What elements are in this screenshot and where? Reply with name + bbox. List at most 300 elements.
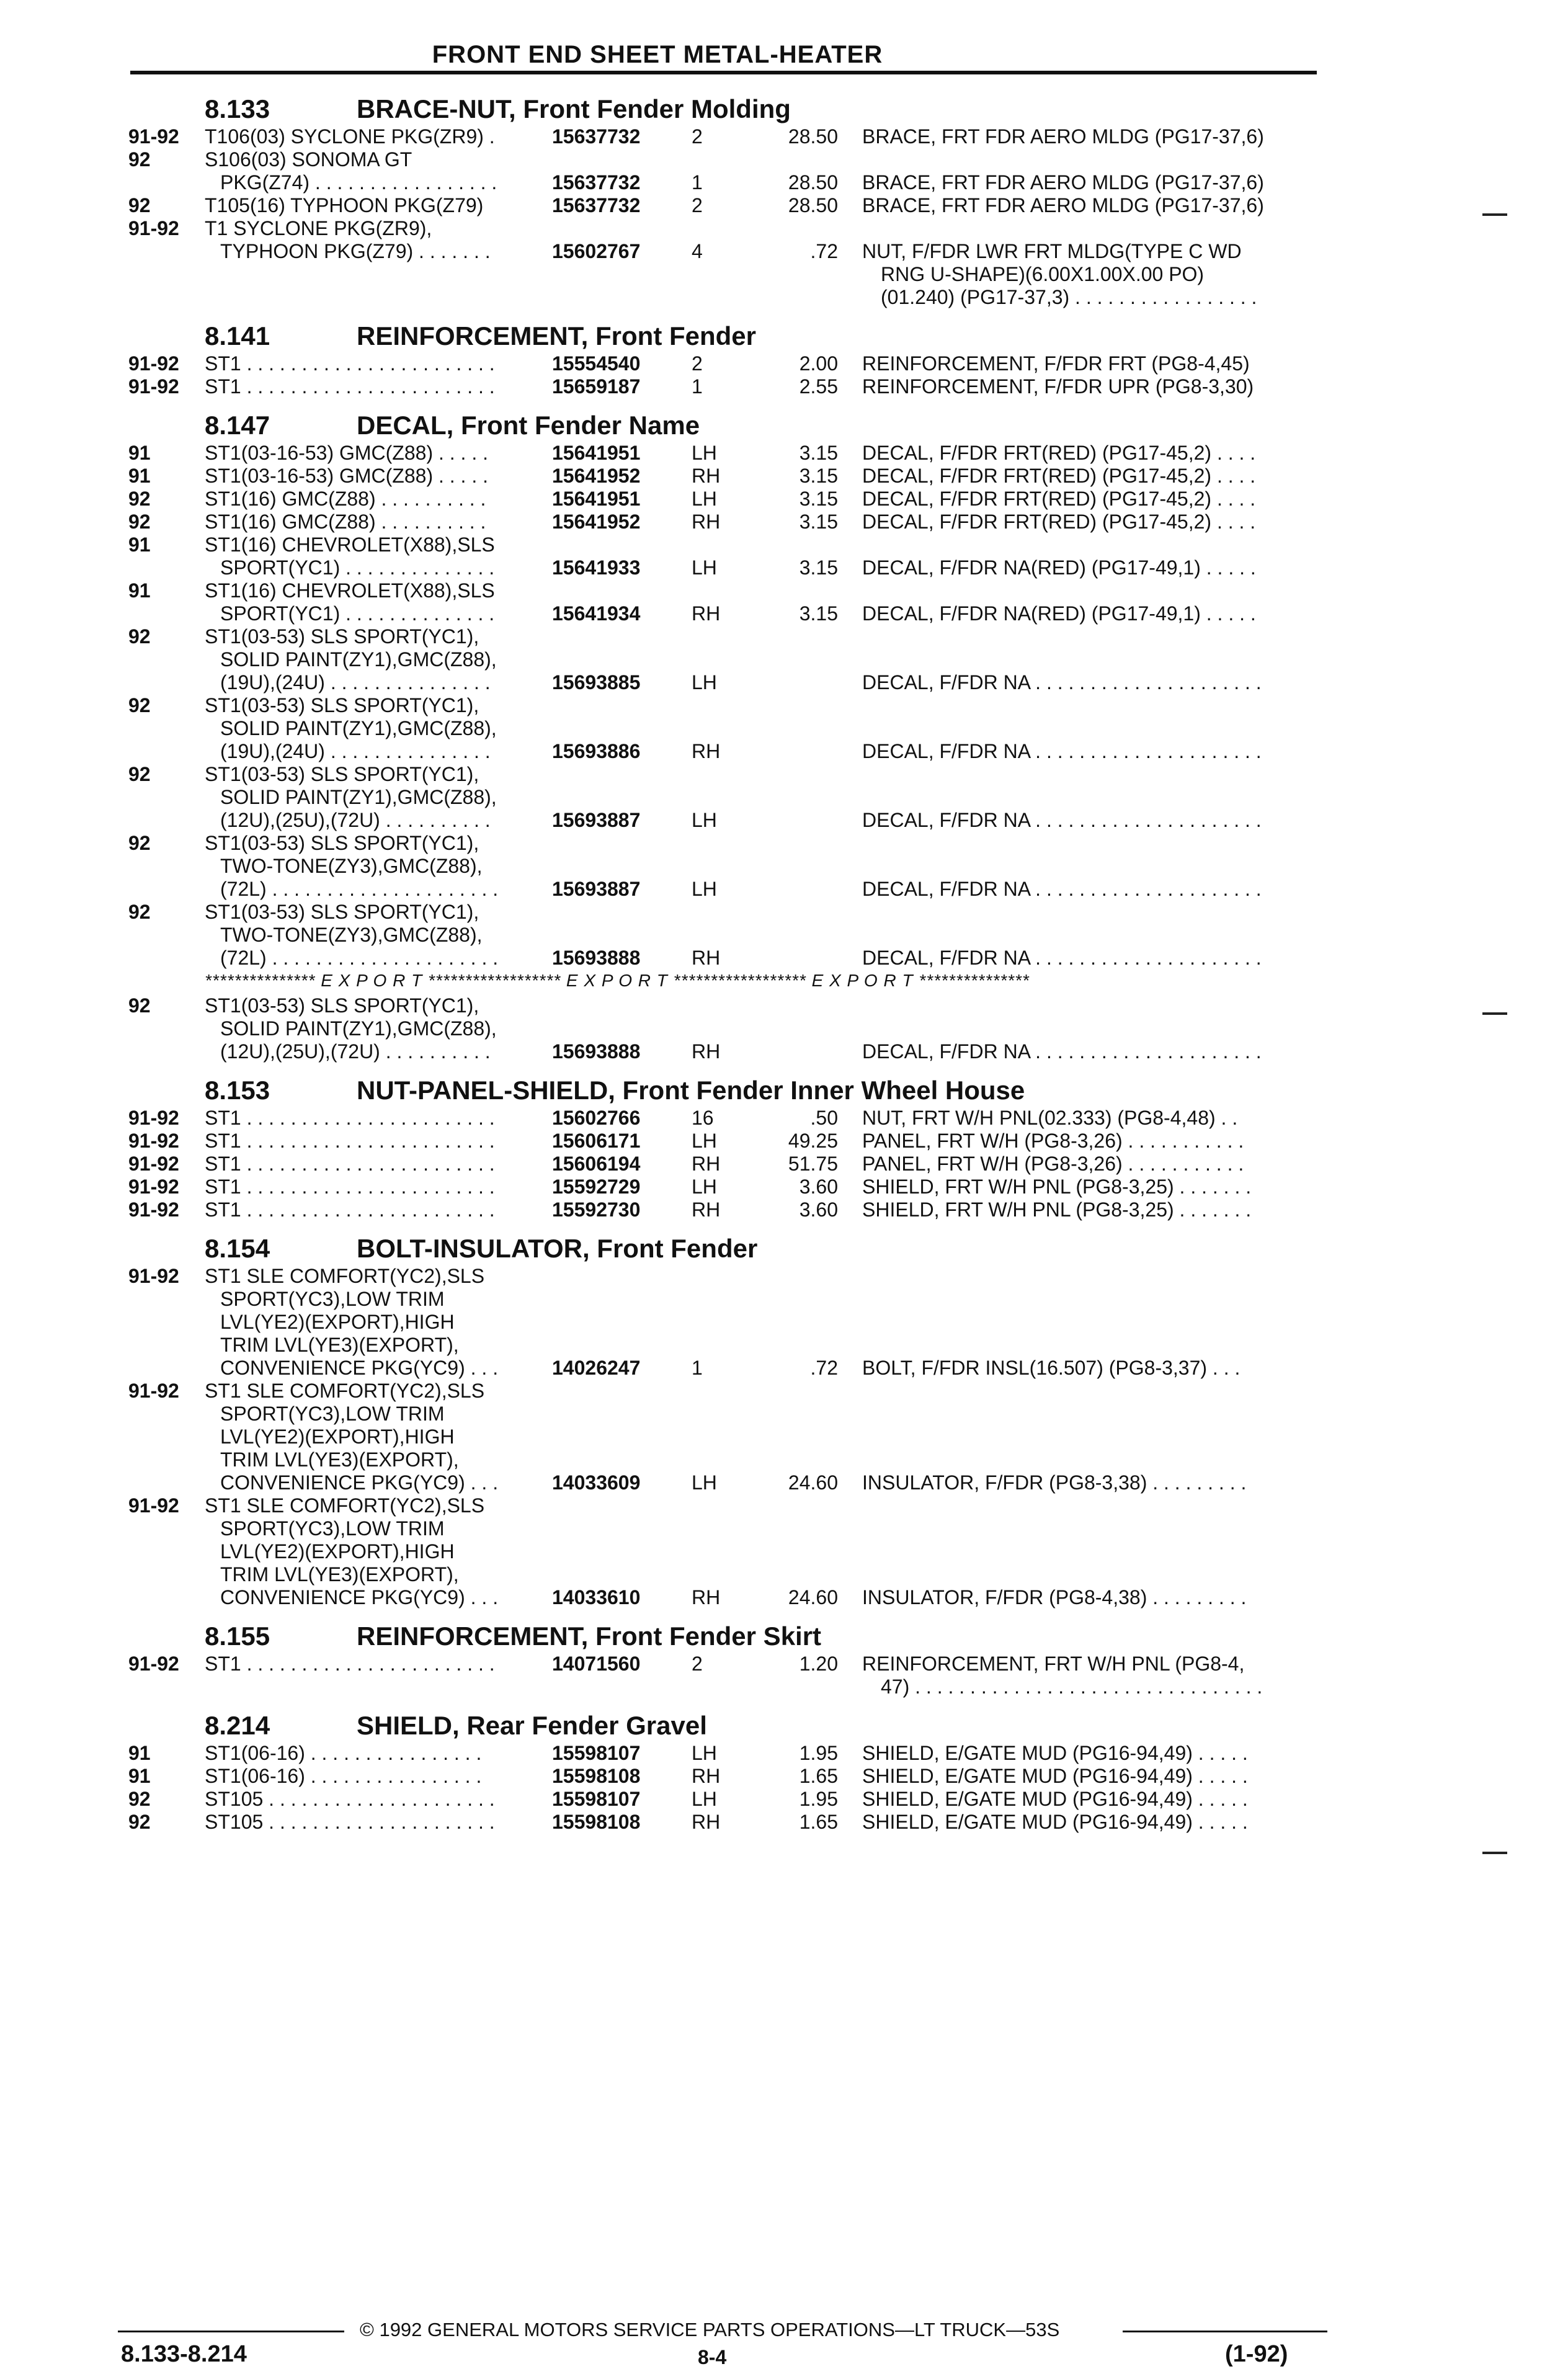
table-row	[121, 488, 1324, 511]
section-spacer	[121, 1221, 1324, 1228]
part-description: INSULATOR, F/FDR (PG8-3,38) . . . . . . . . .	[862, 1471, 1247, 1494]
price: 1.95	[799, 1788, 838, 1810]
part-number: 15641933	[552, 556, 641, 579]
quantity: LH	[692, 488, 717, 510]
part-description: DECAL, F/FDR NA(RED) (PG17-49,1) . . . . .	[862, 602, 1256, 625]
quantity: 2	[692, 1653, 703, 1675]
price: 2.00	[799, 352, 838, 375]
table-row	[121, 171, 1324, 194]
price: 3.15	[799, 511, 838, 533]
section-title: NUT-PANEL-SHIELD, Front Fender Inner Wheel House	[357, 1076, 1025, 1105]
model-description: ST1(03-53) SLS SPORT(YC1),	[205, 694, 479, 716]
model-year: 91-92	[128, 125, 179, 148]
part-description: BRACE, FRT FDR AERO MLDG (PG17-37,6)	[862, 194, 1264, 216]
section-spacer	[121, 1609, 1324, 1615]
table-row	[121, 1334, 1324, 1357]
model-year: 91	[128, 465, 151, 487]
model-description: SOLID PAINT(ZY1),GMC(Z88),	[220, 717, 497, 739]
model-year: 91-92	[128, 1265, 179, 1287]
table-row	[121, 924, 1324, 947]
part-description: DECAL, F/FDR NA . . . . . . . . . . . . . . . . . . . . .	[862, 740, 1262, 762]
part-number: 15598107	[552, 1788, 641, 1810]
table-row	[121, 671, 1324, 694]
table-row	[121, 1357, 1324, 1380]
quantity: RH	[692, 1586, 721, 1608]
price: .50	[810, 1107, 838, 1129]
model-description: ST1(03-16-53) GMC(Z88) . . . . .	[205, 442, 488, 464]
footer-section-range: 8.133-8.214	[121, 2341, 247, 2367]
table-row	[121, 442, 1324, 465]
section-heading	[121, 404, 1324, 442]
table-row	[121, 901, 1324, 924]
model-description: SPORT(YC3),LOW TRIM	[220, 1403, 445, 1425]
model-description: ST1(03-53) SLS SPORT(YC1),	[205, 901, 479, 923]
table-row	[121, 1540, 1324, 1563]
model-description: ST1 . . . . . . . . . . . . . . . . . . . . . . .	[205, 1198, 495, 1221]
model-description: CONVENIENCE PKG(YC9) . . .	[220, 1471, 499, 1494]
model-description: S106(03) SONOMA GT	[205, 148, 412, 171]
quantity: 4	[692, 240, 703, 262]
table-row	[121, 579, 1324, 602]
model-description: TRIM LVL(YE3)(EXPORT),	[220, 1563, 459, 1586]
section-number: 8.153	[205, 1076, 270, 1105]
table-row	[121, 1040, 1324, 1063]
price: 2.55	[799, 375, 838, 398]
part-number: 14033610	[552, 1586, 641, 1608]
table-row	[121, 740, 1324, 763]
table-row	[121, 352, 1324, 375]
model-description: T1 SYCLONE PKG(ZR9),	[205, 217, 432, 239]
table-row	[121, 286, 1324, 309]
model-year: 92	[128, 488, 151, 510]
section-heading	[121, 88, 1324, 125]
model-year: 92	[128, 148, 151, 171]
part-number: 15606194	[552, 1153, 641, 1175]
part-description: BOLT, F/FDR INSL(16.507) (PG8-3,37) . . .	[862, 1357, 1241, 1379]
table-row	[121, 1494, 1324, 1517]
quantity: RH	[692, 1040, 721, 1063]
table-row	[121, 1811, 1324, 1834]
model-description: T105(16) TYPHOON PKG(Z79)	[205, 194, 484, 216]
part-number: 15637732	[552, 194, 641, 216]
price: 24.60	[788, 1471, 838, 1494]
model-year: 91	[128, 533, 151, 556]
model-year: 91	[128, 1742, 151, 1764]
model-year: 91	[128, 579, 151, 602]
price: 1.65	[799, 1811, 838, 1833]
table-row	[121, 125, 1324, 148]
part-number: 14033609	[552, 1471, 641, 1494]
table-row	[121, 994, 1324, 1017]
model-description: ST1(06-16) . . . . . . . . . . . . . . . .	[205, 1742, 482, 1764]
model-year: 91-92	[128, 352, 179, 375]
export-divider	[121, 970, 1324, 994]
model-description: ST1 SLE COMFORT(YC2),SLS	[205, 1265, 485, 1287]
part-description: DECAL, F/FDR FRT(RED) (PG17-45,2) . . . .	[862, 442, 1256, 464]
model-description: SPORT(YC3),LOW TRIM	[220, 1517, 445, 1540]
table-row	[121, 1153, 1324, 1176]
table-row	[121, 947, 1324, 970]
model-year: 92	[128, 194, 151, 216]
footer-copyright: © 1992 GENERAL MOTORS SERVICE PARTS OPERATIONS—LT TRUCK—53S	[360, 2319, 1060, 2340]
model-description: ST1(03-16-53) GMC(Z88) . . . . .	[205, 465, 488, 487]
part-description: SHIELD, E/GATE MUD (PG16-94,49) . . . . .	[862, 1788, 1248, 1810]
model-year: 91-92	[128, 1653, 179, 1675]
margin-mark	[1482, 213, 1507, 216]
table-row	[121, 717, 1324, 740]
model-description: TWO-TONE(ZY3),GMC(Z88),	[220, 924, 483, 946]
table-row	[121, 809, 1324, 832]
section-title: SHIELD, Rear Fender Gravel	[357, 1711, 707, 1740]
model-description: ST105 . . . . . . . . . . . . . . . . . . . . .	[205, 1788, 495, 1810]
part-number: 14071560	[552, 1653, 641, 1675]
model-description: (72L) . . . . . . . . . . . . . . . . . . . . .	[220, 947, 499, 969]
model-description: TRIM LVL(YE3)(EXPORT),	[220, 1448, 459, 1471]
price: 3.15	[799, 465, 838, 487]
section-heading	[121, 1228, 1324, 1265]
part-description: PANEL, FRT W/H (PG8-3,26) . . . . . . . . . . .	[862, 1130, 1244, 1152]
section-heading	[121, 1705, 1324, 1742]
parts-listing	[121, 88, 1324, 1840]
model-year: 91-92	[128, 375, 179, 398]
part-description: NUT, F/FDR LWR FRT MLDG(TYPE C WD	[862, 240, 1242, 262]
section-spacer	[121, 309, 1324, 315]
quantity: LH	[692, 1471, 717, 1494]
table-row	[121, 148, 1324, 171]
model-year: 91-92	[128, 1198, 179, 1221]
section-heading	[121, 1615, 1324, 1653]
header-rule	[130, 71, 1317, 74]
quantity: 1	[692, 171, 703, 194]
part-number: 15637732	[552, 171, 641, 194]
part-description: (01.240) (PG17-37,3) . . . . . . . . . . . . . . . . .	[881, 286, 1257, 308]
quantity: RH	[692, 1198, 721, 1221]
part-description: REINFORCEMENT, F/FDR UPR (PG8-3,30)	[862, 375, 1254, 398]
model-year: 92	[128, 763, 151, 785]
model-description: (12U),(25U),(72U) . . . . . . . . . .	[220, 809, 491, 831]
price: 3.15	[799, 602, 838, 625]
quantity: 2	[692, 194, 703, 216]
table-row	[121, 375, 1324, 398]
footer-page-number: 8-4	[698, 2346, 727, 2368]
table-row	[121, 1403, 1324, 1425]
price: 3.60	[799, 1198, 838, 1221]
part-description: DECAL, F/FDR FRT(RED) (PG17-45,2) . . . .	[862, 488, 1256, 510]
quantity: 1	[692, 1357, 703, 1379]
model-year: 91-92	[128, 217, 179, 239]
part-description: SHIELD, FRT W/H PNL (PG8-3,25) . . . . . . .	[862, 1198, 1252, 1221]
part-number: 15693887	[552, 878, 641, 900]
model-description: ST1 SLE COMFORT(YC2),SLS	[205, 1380, 485, 1402]
table-row	[121, 1107, 1324, 1130]
model-year: 92	[128, 901, 151, 923]
part-number: 15693888	[552, 947, 641, 969]
table-row	[121, 1288, 1324, 1311]
table-row	[121, 832, 1324, 855]
model-year: 91-92	[128, 1130, 179, 1152]
part-number: 15598107	[552, 1742, 641, 1764]
model-description: ST1(16) CHEVROLET(X88),SLS	[205, 579, 495, 602]
footer-rule-right	[1123, 2331, 1327, 2332]
part-description: SHIELD, E/GATE MUD (PG16-94,49) . . . . .	[862, 1765, 1248, 1787]
price: 3.15	[799, 442, 838, 464]
model-description: (72L) . . . . . . . . . . . . . . . . . . . . .	[220, 878, 499, 900]
model-description: TYPHOON PKG(Z79) . . . . . . .	[220, 240, 491, 262]
model-description: SPORT(YC1) . . . . . . . . . . . . . .	[220, 556, 495, 579]
part-description: BRACE, FRT FDR AERO MLDG (PG17-37,6)	[862, 125, 1264, 148]
quantity: LH	[692, 556, 717, 579]
table-row	[121, 786, 1324, 809]
table-row	[121, 1017, 1324, 1040]
part-description: SHIELD, E/GATE MUD (PG16-94,49) . . . . .	[862, 1742, 1248, 1764]
price: 3.15	[799, 556, 838, 579]
quantity: 16	[692, 1107, 714, 1129]
table-row	[121, 878, 1324, 901]
part-description: INSULATOR, F/FDR (PG8-4,38) . . . . . . . . .	[862, 1586, 1247, 1608]
table-row	[121, 194, 1324, 217]
part-description: DECAL, F/FDR NA . . . . . . . . . . . . . . . . . . . . .	[862, 809, 1262, 831]
price: 51.75	[788, 1153, 838, 1175]
table-row	[121, 855, 1324, 878]
part-number: 15641951	[552, 442, 641, 464]
section-title: BRACE-NUT, Front Fender Molding	[357, 94, 791, 123]
footer-rule-left	[118, 2331, 344, 2332]
part-number: 15641951	[552, 488, 641, 510]
price: 3.60	[799, 1176, 838, 1198]
model-description: CONVENIENCE PKG(YC9) . . .	[220, 1586, 499, 1608]
table-row	[121, 763, 1324, 786]
price: 24.60	[788, 1586, 838, 1608]
part-number: 15693885	[552, 671, 641, 694]
model-year: 92	[128, 511, 151, 533]
quantity: LH	[692, 1176, 717, 1198]
model-description: ST1(03-53) SLS SPORT(YC1),	[205, 832, 479, 854]
part-description: DECAL, F/FDR FRT(RED) (PG17-45,2) . . . .	[862, 511, 1256, 533]
model-description: ST1 . . . . . . . . . . . . . . . . . . . . . . .	[205, 352, 495, 375]
part-description: REINFORCEMENT, FRT W/H PNL (PG8-4,	[862, 1653, 1245, 1675]
section-number: 8.147	[205, 411, 270, 440]
part-number: 15641934	[552, 602, 641, 625]
model-year: 91-92	[128, 1176, 179, 1198]
section-title: REINFORCEMENT, Front Fender	[357, 321, 757, 350]
price: 28.50	[788, 171, 838, 194]
table-row	[121, 1198, 1324, 1221]
part-description: DECAL, F/FDR NA . . . . . . . . . . . . . . . . . . . . .	[862, 878, 1262, 900]
table-row	[121, 1563, 1324, 1586]
table-row	[121, 1742, 1324, 1765]
quantity: RH	[692, 1153, 721, 1175]
part-number: 15602767	[552, 240, 641, 262]
model-year: 92	[128, 1788, 151, 1810]
part-description: 47) . . . . . . . . . . . . . . . . . . . . . . . . . . . . . . . .	[881, 1675, 1263, 1698]
part-description: DECAL, F/FDR NA(RED) (PG17-49,1) . . . . .	[862, 556, 1256, 579]
part-number: 15592730	[552, 1198, 641, 1221]
model-year: 91-92	[128, 1494, 179, 1517]
part-number: 15606171	[552, 1130, 641, 1152]
part-number: 15554540	[552, 352, 641, 375]
part-number: 15641952	[552, 465, 641, 487]
model-description: ST1(16) GMC(Z88) . . . . . . . . . .	[205, 488, 486, 510]
model-description: ST1 SLE COMFORT(YC2),SLS	[205, 1494, 485, 1517]
model-description: ST1(16) GMC(Z88) . . . . . . . . . .	[205, 511, 486, 533]
part-description: SHIELD, FRT W/H PNL (PG8-3,25) . . . . . . .	[862, 1176, 1252, 1198]
quantity: 2	[692, 352, 703, 375]
part-number: 15602766	[552, 1107, 641, 1129]
model-description: ST1(03-53) SLS SPORT(YC1),	[205, 994, 479, 1017]
quantity: LH	[692, 1788, 717, 1810]
price: 28.50	[788, 125, 838, 148]
model-year: 91-92	[128, 1153, 179, 1175]
model-description: (19U),(24U) . . . . . . . . . . . . . . .	[220, 671, 491, 694]
model-description: (19U),(24U) . . . . . . . . . . . . . . .	[220, 740, 491, 762]
model-year: 92	[128, 625, 151, 648]
section-spacer	[121, 398, 1324, 404]
model-year: 92	[128, 994, 151, 1017]
table-row	[121, 1130, 1324, 1153]
model-description: ST1(03-53) SLS SPORT(YC1),	[205, 763, 479, 785]
quantity: 2	[692, 125, 703, 148]
quantity: 1	[692, 375, 703, 398]
part-description: RNG U-SHAPE)(6.00X1.00X.00 PO)	[881, 263, 1205, 285]
part-number: 15693887	[552, 809, 641, 831]
section-spacer	[121, 1698, 1324, 1705]
table-row	[121, 1380, 1324, 1403]
quantity: RH	[692, 947, 721, 969]
section-number: 8.133	[205, 94, 270, 123]
part-description: REINFORCEMENT, F/FDR FRT (PG8-4,45)	[862, 352, 1250, 375]
model-description: SOLID PAINT(ZY1),GMC(Z88),	[220, 648, 497, 671]
section-number: 8.155	[205, 1622, 270, 1651]
model-description: ST105 . . . . . . . . . . . . . . . . . . . . .	[205, 1811, 495, 1833]
part-description: DECAL, F/FDR NA . . . . . . . . . . . . . . . . . . . . .	[862, 671, 1262, 694]
quantity: LH	[692, 442, 717, 464]
footer-edition: (1-92)	[1225, 2341, 1288, 2367]
part-description: DECAL, F/FDR NA . . . . . . . . . . . . . . . . . . . . .	[862, 1040, 1262, 1063]
model-description: SOLID PAINT(ZY1),GMC(Z88),	[220, 1017, 497, 1040]
table-row	[121, 1176, 1324, 1198]
model-description: ST1 . . . . . . . . . . . . . . . . . . . . . . .	[205, 1107, 495, 1129]
section-heading	[121, 1069, 1324, 1107]
table-row	[121, 1448, 1324, 1471]
part-number: 15598108	[552, 1765, 641, 1787]
table-row	[121, 217, 1324, 240]
margin-mark	[1482, 1852, 1507, 1854]
model-year: 91	[128, 442, 151, 464]
quantity: RH	[692, 465, 721, 487]
price: .72	[810, 240, 838, 262]
part-description: NUT, FRT W/H PNL(02.333) (PG8-4,48) . .	[862, 1107, 1238, 1129]
section-spacer	[121, 1063, 1324, 1069]
quantity: LH	[692, 671, 717, 694]
table-row	[121, 465, 1324, 488]
quantity: LH	[692, 1742, 717, 1764]
section-number: 8.154	[205, 1234, 270, 1263]
page-title: FRONT END SHEET METAL-HEATER	[432, 41, 883, 68]
table-row	[121, 1517, 1324, 1540]
part-number: 15641952	[552, 511, 641, 533]
price: 1.65	[799, 1765, 838, 1787]
price: 28.50	[788, 194, 838, 216]
part-number: 15598108	[552, 1811, 641, 1833]
model-description: ST1 . . . . . . . . . . . . . . . . . . . . . . .	[205, 375, 495, 398]
model-description: SPORT(YC1) . . . . . . . . . . . . . .	[220, 602, 495, 625]
export-divider-text: *************** E X P O R T ****************** E X P O R T ****************** E X P O R T ***************	[205, 971, 1030, 990]
table-row	[121, 263, 1324, 286]
table-row	[121, 1265, 1324, 1288]
model-description: ST1 . . . . . . . . . . . . . . . . . . . . . . .	[205, 1653, 495, 1675]
price: 1.95	[799, 1742, 838, 1764]
quantity: LH	[692, 1130, 717, 1152]
table-row	[121, 1586, 1324, 1609]
model-description: ST1 . . . . . . . . . . . . . . . . . . . . . . .	[205, 1176, 495, 1198]
table-row	[121, 533, 1324, 556]
table-row	[121, 625, 1324, 648]
part-description: BRACE, FRT FDR AERO MLDG (PG17-37,6)	[862, 171, 1264, 194]
model-description: ST1(03-53) SLS SPORT(YC1),	[205, 625, 479, 648]
model-description: T106(03) SYCLONE PKG(ZR9) .	[205, 125, 495, 148]
table-row	[121, 694, 1324, 717]
quantity: RH	[692, 602, 721, 625]
model-year: 92	[128, 832, 151, 854]
section-title: DECAL, Front Fender Name	[357, 411, 700, 440]
section-title: REINFORCEMENT, Front Fender Skirt	[357, 1622, 822, 1651]
table-row	[121, 1675, 1324, 1698]
section-heading	[121, 315, 1324, 352]
quantity: RH	[692, 1765, 721, 1787]
model-year: 91-92	[128, 1380, 179, 1402]
section-spacer	[121, 1834, 1324, 1840]
model-description: SPORT(YC3),LOW TRIM	[220, 1288, 445, 1310]
model-description: TWO-TONE(ZY3),GMC(Z88),	[220, 855, 483, 877]
quantity: RH	[692, 740, 721, 762]
model-description: ST1(16) CHEVROLET(X88),SLS	[205, 533, 495, 556]
quantity: RH	[692, 511, 721, 533]
model-year: 91	[128, 1765, 151, 1787]
model-description: LVL(YE2)(EXPORT),HIGH	[220, 1425, 455, 1448]
model-description: LVL(YE2)(EXPORT),HIGH	[220, 1540, 455, 1563]
part-number: 15693888	[552, 1040, 641, 1063]
model-description: PKG(Z74) . . . . . . . . . . . . . . . . .	[220, 171, 497, 194]
part-number: 15693886	[552, 740, 641, 762]
quantity: LH	[692, 878, 717, 900]
price: .72	[810, 1357, 838, 1379]
table-row	[121, 1311, 1324, 1334]
part-description: PANEL, FRT W/H (PG8-3,26) . . . . . . . . . . .	[862, 1153, 1244, 1175]
model-description: LVL(YE2)(EXPORT),HIGH	[220, 1311, 455, 1333]
part-number: 15637732	[552, 125, 641, 148]
price: 1.20	[799, 1653, 838, 1675]
model-description: ST1 . . . . . . . . . . . . . . . . . . . . . . .	[205, 1153, 495, 1175]
model-description: ST1(06-16) . . . . . . . . . . . . . . . .	[205, 1765, 482, 1787]
quantity: LH	[692, 809, 717, 831]
model-description: CONVENIENCE PKG(YC9) . . .	[220, 1357, 499, 1379]
model-description: ST1 . . . . . . . . . . . . . . . . . . . . . . .	[205, 1130, 495, 1152]
table-row	[121, 556, 1324, 579]
price: 49.25	[788, 1130, 838, 1152]
part-number: 15592729	[552, 1176, 641, 1198]
section-title: BOLT-INSULATOR, Front Fender	[357, 1234, 758, 1263]
model-description: SOLID PAINT(ZY1),GMC(Z88),	[220, 786, 497, 808]
table-row	[121, 240, 1324, 263]
model-year: 92	[128, 694, 151, 716]
table-row	[121, 1653, 1324, 1675]
part-description: DECAL, F/FDR FRT(RED) (PG17-45,2) . . . .	[862, 465, 1256, 487]
table-row	[121, 1425, 1324, 1448]
table-row	[121, 1765, 1324, 1788]
quantity: RH	[692, 1811, 721, 1833]
table-row	[121, 511, 1324, 533]
model-description: TRIM LVL(YE3)(EXPORT),	[220, 1334, 459, 1356]
